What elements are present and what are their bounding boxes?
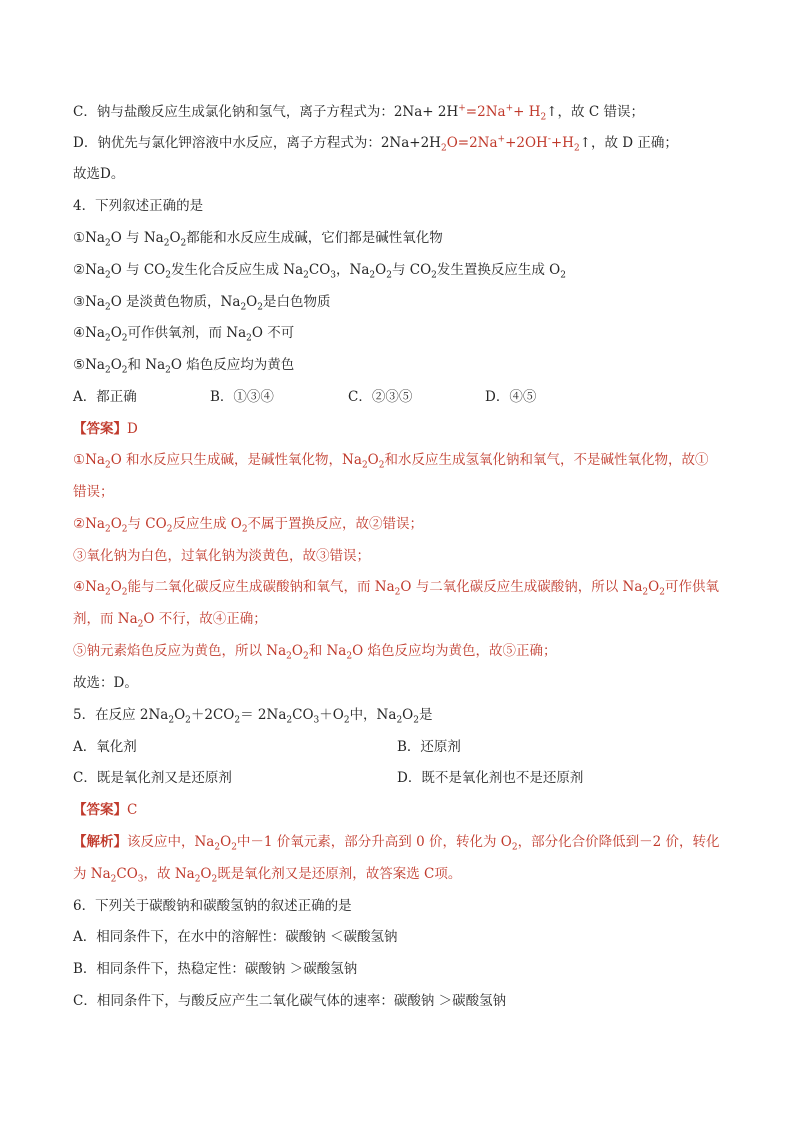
answer: 【答案】D [73,421,138,437]
question-5: 5．在反应 $2Na_2O_2+2CO_2= 2Na_2CO_3+O_2$中，$Na_2O_2$是 [73,707,433,726]
text-line: 故选D。 [73,166,125,182]
option-d: D．④⑤ [485,389,537,405]
explanation: 为 $Na_2CO_3$，故 $Na_2O_2$既是氧化剂又是还原剂，故答案选 C项。 [73,866,462,885]
option-d: D．既不是氧化剂也不是还原剂 [397,770,584,786]
question-4: 4．下列叙述正确的是 [73,198,204,214]
option-b: B．①③④ [210,389,274,405]
option-c: C．相同条件下，与酸反应产生二氧化碳气体的速率：碳酸钠 ＞碳酸氢钠 [73,993,507,1009]
text-line: 故选：D。 [73,675,138,691]
question-6: 6．下列关于碳酸钠和碳酸氢钠的叙述正确的是 [73,898,352,914]
text-line: C．钠与盐酸反应生成氯化钠和氢气，离子方程式为：$2Na+ 2H^+=2Na^++ H_2↑$，故 C 错误； [73,103,644,123]
statement: $④Na_2O_2$可作供氧剂，而 $Na_2O$ 不可 [73,325,295,344]
explanation: 【解析】该反应中，$Na_2O_2$中－1 价氧元素，部分升高到 0 价，转化为 $O_2$，部分化合价降低到－2 价，转化 [73,834,720,853]
explanation: ③氧化钠为白色，过氧化钠为淡黄色，故③错误； [73,548,370,564]
option-a: A．都正确 [73,389,137,405]
text-line: D．钠优先与氯化钾溶液中水反应，离子方程式为：$2Na+2H_2O=2Na^++2OH^-+H_2↑$，故 D 正确； [73,134,678,154]
statement: $③Na_2O$ 是淡黄色物质，$Na_2O_2$是白色物质 [73,294,331,313]
statement: $⑤Na_2O_2$和 $Na_2O$ 焰色反应均为黄色 [73,357,295,376]
option-b: B．还原剂 [397,739,461,755]
statement: $②Na_2O$ 与 $CO_2$发生化合反应生成 $Na_2CO_3$，$Na_2O_2$与 $CO_2$发生置换反应生成 $O_2$ [73,262,566,281]
option-c: C．②③⑤ [348,389,413,405]
explanation: ⑤钠元素焰色反应为黄色，所以 $Na_2O_2$和 $Na_2O$ 焰色反应均为黄色，故⑤正确； [73,643,557,662]
explanation: $④Na_2O_2$能与二氧化碳反应生成碳酸钠和氧气，而 $Na_2O$ 与二氧化碳反应生成碳酸钠，所以 $Na_2O_2$可作供氧 [73,579,719,598]
option-a: A．相同条件下，在水中的溶解性：碳酸钠 ＜碳酸氢钠 [73,929,398,945]
explanation: 剂，而 $Na_2O$ 不行，故④正确； [73,611,267,630]
explanation: 错误； [73,484,114,500]
option-a: A．氧化剂 [73,739,137,755]
explanation: $②Na_2O_2$与 $CO_2$反应生成 $O_2$不属于置换反应，故②错误； [73,516,424,535]
option-c: C．既是氧化剂又是还原剂 [73,770,232,786]
answer: 【答案】C [73,802,138,818]
statement: $①Na_2O$ 与 $Na_2O_2$都能和水反应生成碱，它们都是碱性氧化物 [73,230,443,249]
option-b: B．相同条件下，热稳定性：碳酸钠 ＞碳酸氢钠 [73,961,358,977]
explanation: $①Na_2O$ 和水反应只生成碱，是碱性氧化物，$Na_2O_2$和水反应生成氢氧化钠和氧气，不是碱性氧化物，故① [73,452,709,471]
